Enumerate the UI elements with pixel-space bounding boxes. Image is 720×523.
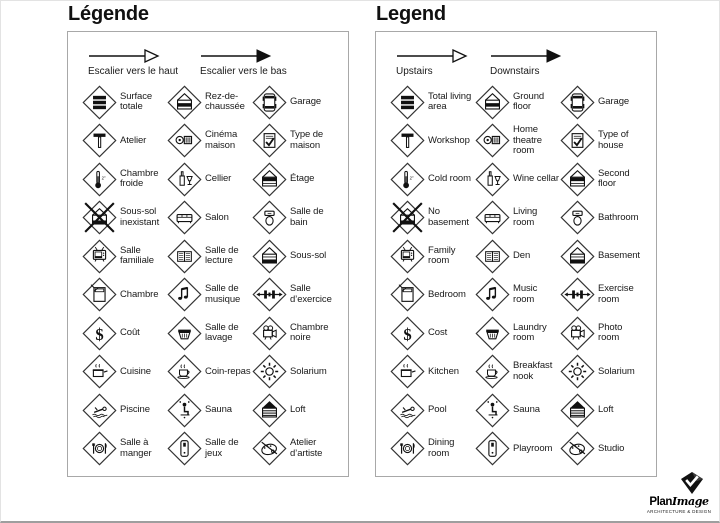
panel-english bbox=[375, 3, 657, 477]
legend-item bbox=[474, 160, 559, 199]
legend-item-label: Salle familiale bbox=[120, 244, 154, 267]
planimage-tagline: ARCHITECTURE & DESIGN bbox=[646, 509, 712, 514]
sauna-icon bbox=[474, 392, 511, 429]
legend-item-label: Sous-sol bbox=[290, 250, 327, 262]
legend-item-label: Total living area bbox=[428, 90, 472, 113]
legend-item bbox=[559, 314, 644, 353]
legend-item bbox=[251, 199, 336, 238]
legend-item-label: Exercise room bbox=[598, 283, 634, 305]
legend-item bbox=[559, 237, 644, 276]
laundry-icon bbox=[166, 315, 203, 352]
legend-item bbox=[474, 314, 559, 353]
legend-item-label: Bathroom bbox=[598, 211, 639, 223]
sun-icon bbox=[251, 353, 288, 390]
legend-item-label: Cuisine bbox=[120, 365, 151, 377]
legend-item-label: Living room bbox=[513, 206, 538, 228]
panel-title-english: Legend bbox=[376, 3, 446, 25]
legend-item bbox=[166, 276, 251, 315]
legend-item-label: Sous-sol inexistant bbox=[120, 206, 160, 228]
legend-item bbox=[559, 122, 644, 161]
projector-icon bbox=[474, 122, 511, 159]
hammer-icon bbox=[389, 122, 426, 159]
legend-item bbox=[251, 353, 336, 392]
checklist-icon bbox=[251, 122, 288, 159]
legend-item bbox=[251, 160, 336, 199]
legend-item-label: Bedroom bbox=[428, 288, 466, 300]
legend-item bbox=[81, 237, 166, 276]
legend-item-label: Studio bbox=[598, 442, 625, 454]
legend-item-label: Atelier bbox=[120, 134, 147, 146]
legend-item bbox=[389, 391, 474, 430]
legend-item-label: Solarium bbox=[598, 365, 635, 377]
stairs-down-label: Escalier vers le bas bbox=[200, 66, 287, 77]
stair-arrow-key bbox=[88, 48, 348, 77]
stairs-up-arrow-icon bbox=[396, 48, 468, 64]
legend-item bbox=[166, 237, 251, 276]
pot-icon bbox=[389, 353, 426, 390]
book-icon bbox=[474, 238, 511, 275]
palette-icon bbox=[251, 430, 288, 467]
legend-item-label: Étage bbox=[290, 173, 315, 185]
legend-item-label: Salle de jeux bbox=[205, 437, 239, 459]
pot-icon bbox=[81, 353, 118, 390]
house-ground-icon bbox=[166, 84, 203, 121]
legend-item bbox=[81, 199, 166, 238]
legend-item bbox=[166, 122, 251, 161]
swimmer-icon bbox=[81, 392, 118, 429]
legend-item bbox=[251, 276, 336, 315]
legend-item-label: Coin-repas bbox=[205, 365, 251, 377]
legend-item-label: Chambre froide bbox=[120, 167, 159, 190]
legend-item bbox=[166, 430, 251, 469]
laundry-icon bbox=[474, 315, 511, 352]
hammer-icon bbox=[81, 122, 118, 159]
barbell-icon bbox=[251, 276, 288, 313]
no-basement-icon bbox=[81, 199, 118, 236]
legend-item bbox=[389, 122, 474, 161]
barbell-icon bbox=[559, 276, 596, 313]
legend-item bbox=[251, 83, 336, 122]
legend-item bbox=[251, 430, 336, 469]
car-icon bbox=[559, 84, 596, 121]
legend-item bbox=[389, 353, 474, 392]
legend-item-label: Salle de bain bbox=[290, 206, 324, 228]
legend-item bbox=[559, 430, 644, 469]
legend-item bbox=[389, 160, 474, 199]
legend-item-label: Piscine bbox=[120, 404, 150, 416]
legend-item bbox=[474, 122, 559, 161]
stair-arrow-key bbox=[396, 48, 656, 77]
sofa-icon bbox=[166, 199, 203, 236]
stairs-down-arrow-icon bbox=[200, 48, 272, 64]
bed-icon bbox=[389, 276, 426, 313]
legend-item bbox=[559, 199, 644, 238]
no-basement-icon bbox=[389, 199, 426, 236]
legend-item-label: Dining room bbox=[428, 437, 455, 459]
legend-item bbox=[166, 391, 251, 430]
palette-icon bbox=[559, 430, 596, 467]
legend-item bbox=[559, 391, 644, 430]
stairs-down-arrow-icon bbox=[490, 48, 562, 64]
dollar-icon bbox=[81, 315, 118, 352]
legend-item bbox=[559, 353, 644, 392]
sauna-icon bbox=[166, 392, 203, 429]
stairs-down-key bbox=[490, 48, 562, 77]
legend-item bbox=[474, 199, 559, 238]
legend-item bbox=[81, 276, 166, 315]
tv-icon bbox=[81, 238, 118, 275]
stairs-down-label: Downstairs bbox=[490, 66, 540, 77]
legend-item-label: Laundry room bbox=[513, 321, 547, 344]
legend-item-label: Cinéma maison bbox=[205, 129, 238, 151]
legend-item-label: Rez-de-chaussée bbox=[205, 90, 245, 113]
legend-item bbox=[389, 314, 474, 353]
house-basement-icon bbox=[559, 238, 596, 275]
sofa-icon bbox=[474, 199, 511, 236]
wine-icon bbox=[474, 161, 511, 198]
legend-item bbox=[559, 160, 644, 199]
wine-icon bbox=[166, 161, 203, 198]
legend-item bbox=[166, 199, 251, 238]
legend-item-label: Wine cellar bbox=[513, 173, 559, 185]
cup-icon bbox=[474, 353, 511, 390]
legend-item-label: Salle d’exercice bbox=[290, 283, 332, 305]
legend-item bbox=[251, 314, 336, 353]
toilet-icon bbox=[251, 199, 288, 236]
cup-icon bbox=[166, 353, 203, 390]
legend-item-label: Chambre noire bbox=[290, 321, 329, 344]
legend-item-label: Type de maison bbox=[290, 129, 324, 151]
legend-item-label: Garage bbox=[598, 96, 630, 108]
dining-icon bbox=[389, 430, 426, 467]
legend-item bbox=[166, 314, 251, 353]
toilet-icon bbox=[559, 199, 596, 236]
legend-item-label: Atelier d’artiste bbox=[290, 437, 323, 459]
legend-item-label: Second floor bbox=[598, 167, 630, 190]
legend-item-label: Garage bbox=[290, 96, 322, 108]
stairs-up-arrow-icon bbox=[88, 48, 160, 64]
legend-item bbox=[251, 122, 336, 161]
legend-item bbox=[559, 83, 644, 122]
legend-item bbox=[474, 276, 559, 315]
legend-item-label: Breakfast nook bbox=[513, 360, 553, 382]
legend-item-label: Sauna bbox=[205, 404, 232, 416]
stairs-up-key bbox=[88, 48, 178, 77]
legend-item bbox=[389, 430, 474, 469]
legend-item-label: Salle de lavage bbox=[205, 321, 239, 344]
legend-item-label: Ground floor bbox=[513, 90, 545, 113]
stairs-down-key bbox=[200, 48, 287, 77]
legend-item-label: Kitchen bbox=[428, 365, 459, 377]
house-second-icon bbox=[251, 161, 288, 198]
camera-icon bbox=[559, 315, 596, 352]
legend-item-label: Type of house bbox=[598, 129, 629, 151]
legend-box-english bbox=[375, 31, 657, 477]
legend-item-label: Salon bbox=[205, 211, 229, 223]
stack-icon bbox=[81, 84, 118, 121]
music-icon bbox=[166, 276, 203, 313]
tv-icon bbox=[389, 238, 426, 275]
dollar-icon bbox=[389, 315, 426, 352]
legend-item bbox=[474, 83, 559, 122]
thermometer-icon bbox=[81, 161, 118, 198]
legend-item-label: Loft bbox=[598, 404, 614, 416]
legend-item bbox=[81, 391, 166, 430]
legend-item bbox=[81, 314, 166, 353]
thermometer-icon bbox=[389, 161, 426, 198]
car-icon bbox=[251, 84, 288, 121]
legend-grid-french bbox=[81, 83, 348, 468]
dining-icon bbox=[81, 430, 118, 467]
legend-item bbox=[474, 237, 559, 276]
music-icon bbox=[474, 276, 511, 313]
panel-french bbox=[67, 3, 349, 477]
legend-item bbox=[81, 160, 166, 199]
swimmer-icon bbox=[389, 392, 426, 429]
sun-icon bbox=[559, 353, 596, 390]
legend-item-label: Home theatre room bbox=[513, 124, 542, 156]
legend-item-label: Salle de lecture bbox=[205, 244, 239, 267]
legend-item-label: Loft bbox=[290, 404, 306, 416]
legend-item bbox=[81, 430, 166, 469]
legend-item-label: Pool bbox=[428, 404, 447, 416]
legend-item bbox=[389, 276, 474, 315]
panel-title-french: Légende bbox=[68, 3, 149, 25]
camera-icon bbox=[251, 315, 288, 352]
bed-icon bbox=[81, 276, 118, 313]
legend-item bbox=[474, 430, 559, 469]
book-icon bbox=[166, 238, 203, 275]
planimage-wordmark: PlanImage bbox=[649, 494, 709, 508]
legend-item bbox=[251, 391, 336, 430]
legend-item-label: Surface totale bbox=[120, 90, 153, 113]
legend-box-french bbox=[67, 31, 349, 477]
legend-item bbox=[81, 83, 166, 122]
legend-item bbox=[166, 160, 251, 199]
legend-item-label: Cost bbox=[428, 327, 448, 339]
legend-item bbox=[389, 199, 474, 238]
legend-item bbox=[251, 237, 336, 276]
legend-item-label: Playroom bbox=[513, 442, 553, 454]
legend-item bbox=[389, 83, 474, 122]
house-loft-icon bbox=[251, 392, 288, 429]
legend-item-label: Basement bbox=[598, 250, 640, 262]
house-loft-icon bbox=[559, 392, 596, 429]
domino-icon bbox=[474, 430, 511, 467]
legend-item-label: Photo room bbox=[598, 321, 623, 344]
legend-item bbox=[389, 237, 474, 276]
legend-item bbox=[474, 353, 559, 392]
house-basement-icon bbox=[251, 238, 288, 275]
legend-item-label: Chambre bbox=[120, 288, 159, 300]
legend-item-label: No basement bbox=[428, 206, 469, 228]
projector-icon bbox=[166, 122, 203, 159]
legend-item bbox=[81, 122, 166, 161]
legend-item-label: Workshop bbox=[428, 134, 470, 146]
stack-icon bbox=[389, 84, 426, 121]
stairs-up-key bbox=[396, 48, 468, 77]
legend-item-label: Music room bbox=[513, 283, 538, 305]
planimage-logo-mark-icon bbox=[680, 471, 704, 495]
legend-item-label: Den bbox=[513, 250, 531, 262]
legend-grid-english bbox=[389, 83, 656, 468]
planimage-logo bbox=[644, 471, 714, 515]
legend-item bbox=[559, 276, 644, 315]
legend-item bbox=[81, 353, 166, 392]
legend-item bbox=[474, 391, 559, 430]
house-second-icon bbox=[559, 161, 596, 198]
legend-item-label: Sauna bbox=[513, 404, 540, 416]
legend-item bbox=[166, 83, 251, 122]
legend-item-label: Cold room bbox=[428, 173, 471, 185]
stairs-up-label: Escalier vers le haut bbox=[88, 66, 179, 77]
legend-item bbox=[166, 353, 251, 392]
checklist-icon bbox=[559, 122, 596, 159]
legend-item-label: Cellier bbox=[205, 173, 232, 185]
stairs-up-label: Upstairs bbox=[396, 66, 433, 77]
legend-item-label: Family room bbox=[428, 244, 456, 267]
house-ground-icon bbox=[474, 84, 511, 121]
legend-item-label: Coût bbox=[120, 327, 140, 339]
legend-item-label: Salle à manger bbox=[120, 437, 152, 459]
domino-icon bbox=[166, 430, 203, 467]
legend-item-label: Solarium bbox=[290, 365, 327, 377]
legend-item-label: Salle de musique bbox=[205, 283, 241, 305]
